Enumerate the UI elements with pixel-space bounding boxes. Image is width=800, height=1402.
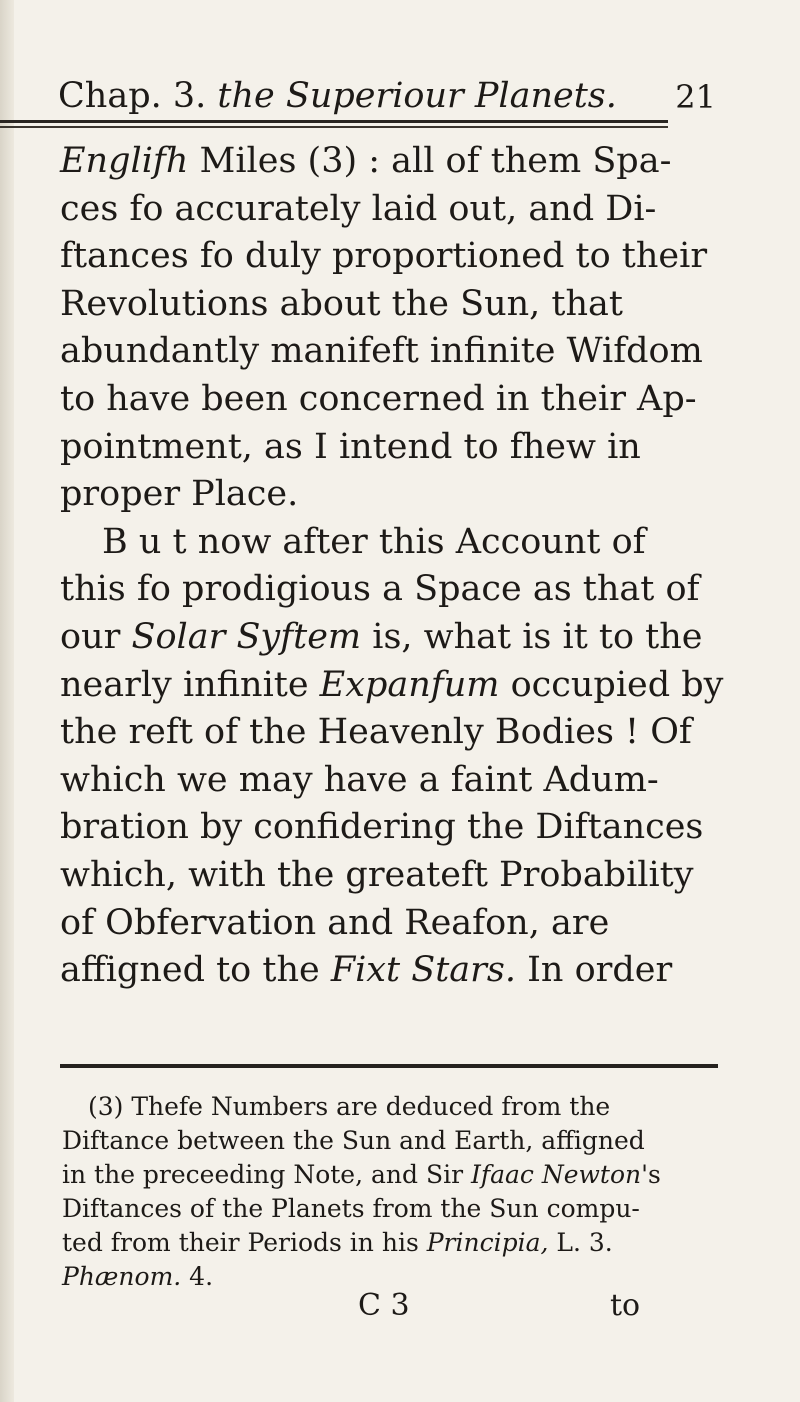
body-text-run: Revolutions about the Sun, that bbox=[60, 283, 623, 324]
body-line bbox=[60, 519, 730, 567]
footnote-line bbox=[62, 1226, 722, 1260]
body-text-run: proper Place. bbox=[60, 474, 299, 515]
body-text-run: is, what is it to the bbox=[361, 616, 703, 657]
body-text-run: ces fo accurately laid out, and Di- bbox=[60, 188, 657, 229]
body-line bbox=[60, 281, 730, 329]
body-text-run: affigned to the bbox=[60, 950, 331, 991]
signature-mark: C 3 bbox=[358, 1288, 410, 1323]
running-head-title: the Superiour Planets. bbox=[217, 76, 617, 116]
body-text-run: bration by confidering the Diftances bbox=[60, 807, 704, 848]
head-rule bbox=[0, 120, 668, 123]
main-text bbox=[60, 138, 730, 995]
catchword: to bbox=[610, 1288, 641, 1323]
page-gutter bbox=[0, 0, 14, 1402]
body-line bbox=[60, 233, 730, 281]
page-number: 21 bbox=[675, 78, 716, 116]
body-line bbox=[60, 947, 730, 995]
footnote-text-run: 4. bbox=[181, 1262, 214, 1291]
footnote-text-run: ted from their Periods in his bbox=[62, 1228, 427, 1257]
body-text-run: nearly infinite bbox=[60, 664, 320, 705]
body-text-run: to have been concerned in their Ap- bbox=[60, 378, 697, 419]
body-text-run: ftances fo duly proportioned to their bbox=[60, 236, 708, 277]
body-text-run: the reft of the Heavenly Bodies ! Of bbox=[60, 712, 692, 753]
footnote-text-run: in the preceeding Note, and Sir bbox=[62, 1160, 471, 1189]
body-line bbox=[60, 424, 730, 472]
footnote-line bbox=[62, 1158, 722, 1192]
body-italic-run: Solar Syftem bbox=[131, 616, 362, 657]
footnote-text-run: 's bbox=[641, 1160, 661, 1189]
footnote-italic-run: Ifaac Newton bbox=[470, 1160, 642, 1189]
body-text-run: which we may have a faint Adum- bbox=[60, 759, 659, 800]
running-head-chapter: Chap. 3. the Superiour Planets. bbox=[58, 76, 617, 116]
footnote-text-run: Diftance between the Sun and Earth, affigned bbox=[62, 1126, 645, 1155]
footnote-line bbox=[62, 1090, 722, 1124]
body-text-run: of Obfervation and Reafon, are bbox=[60, 902, 610, 943]
page bbox=[52, 64, 716, 126]
body-italic-run: Expanfum bbox=[319, 664, 500, 705]
running-head bbox=[52, 64, 716, 126]
footnote-italic-run: Principia, bbox=[426, 1228, 549, 1257]
body-italic-run: Fixt Stars. bbox=[330, 950, 516, 991]
body-text-run: our bbox=[60, 616, 132, 657]
body-line bbox=[60, 804, 730, 852]
footnote-rule bbox=[60, 1064, 718, 1068]
body-line bbox=[60, 709, 730, 757]
body-line bbox=[60, 471, 730, 519]
body-text-run: In order bbox=[515, 950, 673, 991]
body-line bbox=[60, 328, 730, 376]
body-line bbox=[60, 852, 730, 900]
body-line bbox=[60, 757, 730, 805]
body-line bbox=[60, 186, 730, 234]
body-text-run: this fo prodigious a Space as that of bbox=[60, 569, 700, 610]
body-line bbox=[60, 566, 730, 614]
body-line bbox=[60, 376, 730, 424]
body-line bbox=[60, 662, 730, 710]
footnote-text-run: (3) Thefe Numbers are deduced from the bbox=[88, 1092, 611, 1121]
footnote-text-run: Diftances of the Planets from the Sun compu- bbox=[62, 1194, 640, 1223]
body-italic-run: Englifh bbox=[60, 141, 189, 181]
body-text-run: Miles (3) : all of them Spa- bbox=[188, 141, 672, 181]
body-text-run: abundantly manifeft infinite Wifdom bbox=[60, 331, 703, 372]
body-line bbox=[60, 900, 730, 948]
body-text-run: pointment, as I intend to fhew in bbox=[60, 426, 641, 467]
body-text-run: occupied by bbox=[499, 664, 724, 705]
body-line bbox=[60, 614, 730, 662]
footnote-line bbox=[62, 1124, 722, 1158]
body-text-run: which, with the greateft Probability bbox=[60, 854, 694, 895]
footnote bbox=[62, 1090, 722, 1294]
body-line bbox=[60, 138, 730, 186]
footnote-line bbox=[62, 1192, 722, 1226]
body-text-run: B u t now after this Account of bbox=[102, 521, 646, 562]
footnote-text-run: L. 3. bbox=[548, 1228, 613, 1257]
footnote-italic-run: Phænom. bbox=[62, 1262, 182, 1291]
head-rule-secondary bbox=[0, 126, 668, 128]
